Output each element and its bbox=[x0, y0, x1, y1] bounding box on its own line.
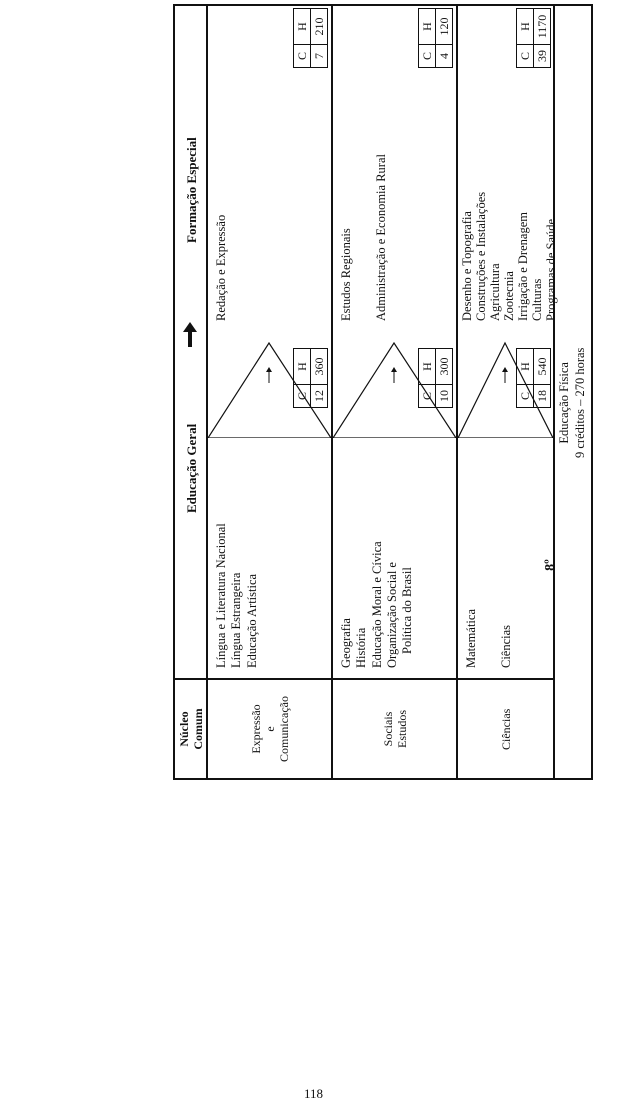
geral-subjects bbox=[214, 523, 260, 668]
row-label-line: Sociais bbox=[380, 711, 395, 747]
hours-value: 300 bbox=[436, 349, 453, 385]
page-number: 118 bbox=[303, 1086, 324, 1101]
especial-subjects bbox=[339, 154, 390, 321]
credits-hours-table bbox=[293, 8, 328, 68]
especial-subjects bbox=[460, 192, 558, 321]
c-header: C bbox=[419, 45, 436, 68]
series-label: 8º bbox=[542, 559, 558, 571]
table-header bbox=[173, 4, 208, 780]
subject-item: Língua e Literatura Nacional bbox=[214, 523, 228, 668]
footer-line1: Educação Física bbox=[557, 362, 571, 444]
hours-value: 1170 bbox=[534, 9, 551, 45]
h-header: H bbox=[419, 349, 436, 385]
c-header: C bbox=[517, 45, 534, 68]
subject-item: Geografia bbox=[339, 618, 353, 668]
row-label-ciencias bbox=[458, 678, 553, 778]
footer-text bbox=[556, 348, 588, 458]
credits-value: 4 bbox=[436, 45, 453, 68]
credits-value: 12 bbox=[311, 385, 328, 408]
subject-item: Estudos Regionais bbox=[339, 228, 353, 321]
row-label-line: Expressão bbox=[248, 704, 263, 754]
footer-educacao-fisica bbox=[555, 4, 593, 780]
c-header: C bbox=[517, 385, 534, 408]
header-core-line2: Comum bbox=[191, 708, 205, 750]
credits-value: 39 bbox=[534, 45, 551, 68]
h-header: H bbox=[294, 9, 311, 45]
credits-value: 7 bbox=[311, 45, 328, 68]
header-nucleo-comum bbox=[175, 678, 206, 778]
subject-item: Educação Moral e Cívica bbox=[369, 541, 384, 668]
h-header: H bbox=[517, 349, 534, 385]
header-formacao-especial: Formação Especial bbox=[184, 137, 199, 243]
c-header: C bbox=[294, 385, 311, 408]
subject-item: Ciências bbox=[499, 624, 514, 668]
subject-item: Redação e Expressão bbox=[214, 214, 228, 321]
subject-item: Construções e Instalações bbox=[474, 191, 488, 321]
hours-value: 210 bbox=[311, 9, 328, 45]
credits-value: 10 bbox=[436, 385, 453, 408]
subject-item: Agricultura bbox=[488, 263, 502, 321]
geral-subjects bbox=[339, 541, 415, 668]
transition-triangle-icon bbox=[333, 318, 456, 438]
c-header: C bbox=[419, 385, 436, 408]
hours-value: 360 bbox=[311, 349, 328, 385]
subject-item: Programas de Saúde bbox=[544, 218, 558, 321]
row-ciencias bbox=[458, 4, 558, 780]
subject-item: Culturas bbox=[530, 278, 544, 321]
credits-value: 18 bbox=[534, 385, 551, 408]
row-estudos-sociais bbox=[333, 4, 458, 780]
subject-item: Política do Brasil bbox=[400, 567, 414, 654]
row-label-comunicacao bbox=[208, 678, 331, 778]
h-header: H bbox=[294, 349, 311, 385]
subject-item: Língua Estrangeira bbox=[229, 572, 244, 668]
hours-value: 120 bbox=[436, 9, 453, 45]
row-label-line: Estudos bbox=[394, 710, 409, 749]
subject-item: Educação Artística bbox=[244, 573, 259, 668]
subject-item: Irrigação e Drenagem bbox=[516, 212, 530, 321]
row-label-line: Comunicação bbox=[276, 696, 291, 762]
subject-item: Administração e Economia Rural bbox=[374, 154, 389, 321]
subject-item: Matemática bbox=[464, 609, 478, 668]
transition-triangle-icon bbox=[208, 318, 331, 438]
header-educacao-geral: Educação Geral bbox=[184, 423, 199, 513]
subject-item: Zootecnia bbox=[502, 271, 516, 321]
subject-item: Organização Social e bbox=[384, 562, 399, 668]
geral-subjects bbox=[464, 609, 515, 668]
subject-item: Desenho e Topografia bbox=[460, 211, 474, 321]
row-label-line: e bbox=[262, 726, 277, 732]
curriculum-table bbox=[173, 4, 593, 780]
credits-hours-table bbox=[516, 8, 551, 68]
transition-triangle-icon bbox=[458, 318, 553, 438]
hours-value: 540 bbox=[534, 349, 551, 385]
footer-line2: 9 créditos – 270 horas bbox=[573, 347, 587, 458]
row-label-estudos-sociais bbox=[333, 678, 456, 778]
h-header: H bbox=[517, 9, 534, 45]
row-label-line: Ciências bbox=[498, 708, 513, 750]
h-header: H bbox=[419, 9, 436, 45]
arrow-right-icon bbox=[181, 322, 199, 348]
credits-hours-table bbox=[418, 8, 453, 68]
header-core-line1: Núcleo bbox=[177, 711, 191, 747]
subject-item: História bbox=[354, 627, 369, 668]
row-comunicacao bbox=[208, 4, 333, 780]
c-header: C bbox=[294, 45, 311, 68]
especial-subjects bbox=[214, 215, 229, 321]
